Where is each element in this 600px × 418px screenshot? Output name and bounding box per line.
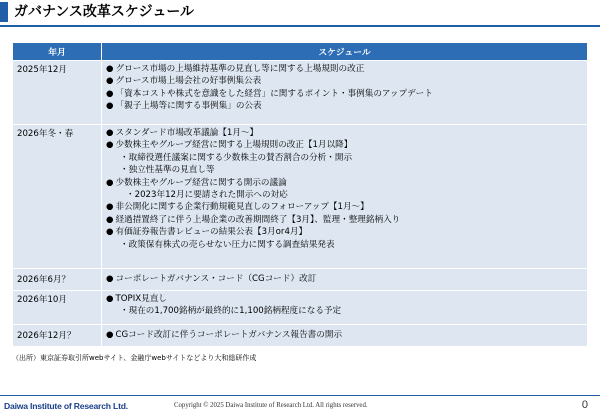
schedule-item: ● 少数株主やグループ経営に関する上場規則の改正【1月以降】: [106, 139, 583, 151]
schedule-subitem: ・ 独立性基準の見直し等: [106, 164, 583, 176]
table-header-row: [13, 43, 588, 61]
row-period: 2025年12月: [13, 61, 102, 125]
schedule-subitem: ・ 取締役選任議案に関する少数株主の賛否割合の分析・開示: [106, 152, 583, 164]
row-period: 2026年6月？: [13, 269, 102, 291]
schedule-item: ● 「資本コストや株式を意識をした経営」に関するポイント・事例集のアップデート: [106, 88, 583, 100]
header-schedule: スケジュール: [102, 43, 588, 61]
schedule-item: ● 「親子上場等に関する事例集」の公表: [106, 100, 583, 112]
title-bar: [0, 0, 600, 26]
page-number: 0: [581, 399, 588, 411]
schedule-item: ● TOPIX見直し: [106, 293, 583, 305]
page-title: ガバナンス改革スケジュール: [14, 4, 195, 20]
row-items: [102, 125, 588, 269]
row-period: 2026年冬・春: [13, 125, 102, 269]
table-row: [13, 269, 588, 291]
company-logo: Daiwa Institute of Research Ltd.: [4, 401, 128, 411]
row-items: [102, 291, 588, 325]
title-accent-bar: [0, 2, 8, 22]
schedule-subitem: ・ 現在の1,700銘柄が最終的に1,100銘柄程度になる予定: [106, 305, 583, 317]
row-items: [102, 61, 588, 125]
row-items: [102, 269, 588, 291]
copyright-text: Copyright © 2025 Daiwa Institute of Research Ltd. All rights reserved.: [174, 402, 368, 409]
table-row: [13, 61, 588, 125]
schedule-item: ● コーポレートガバナンス・コード（CGコード）改訂: [106, 273, 583, 285]
schedule-item: ● 非公開化に関する企業行動規範見直しのフォローアップ【1月～】: [106, 201, 583, 213]
row-period: 2026年10月: [13, 291, 102, 325]
schedule-table: [12, 42, 588, 347]
row-period: 2026年12月？: [13, 325, 102, 347]
schedule-item: ● 少数株主やグループ経営に関する開示の議論: [106, 177, 583, 189]
row-items: [102, 325, 588, 347]
title-underline: [0, 25, 600, 27]
schedule-subitem: ・ 2023年12月に要請された開示への対応: [106, 189, 583, 201]
schedule-item: ● グロース市場の上場維持基準の見直し等に関する上場規則の改正: [106, 63, 583, 75]
table-row: [13, 325, 588, 347]
schedule-item: ● グロース市場上場会社の好事例集公表: [106, 75, 583, 87]
schedule-subitem: ・ 政策保有株式の売らせない圧力に関する調査結果発表: [106, 239, 583, 251]
source-note: （出所）東京証券取引所webサイト、金融庁webサイトなどより大和総研作成: [12, 354, 257, 362]
schedule-item: ● 有価証券報告書レビューの結果公表【3月or4月】: [106, 226, 583, 238]
footer-divider: [0, 395, 600, 396]
table-row: [13, 291, 588, 325]
schedule-item: ● CGコード改訂に伴うコーポレートガバナンス報告書の開示: [106, 329, 583, 341]
schedule-item: ● スタンダード市場改革議論【1月～】: [106, 127, 583, 139]
header-period: 年月: [13, 43, 102, 61]
table-row: [13, 125, 588, 269]
schedule-item: ● 経過措置終了に伴う上場企業の改善期間終了【3月】、監理・整理銘柄入り: [106, 214, 583, 226]
